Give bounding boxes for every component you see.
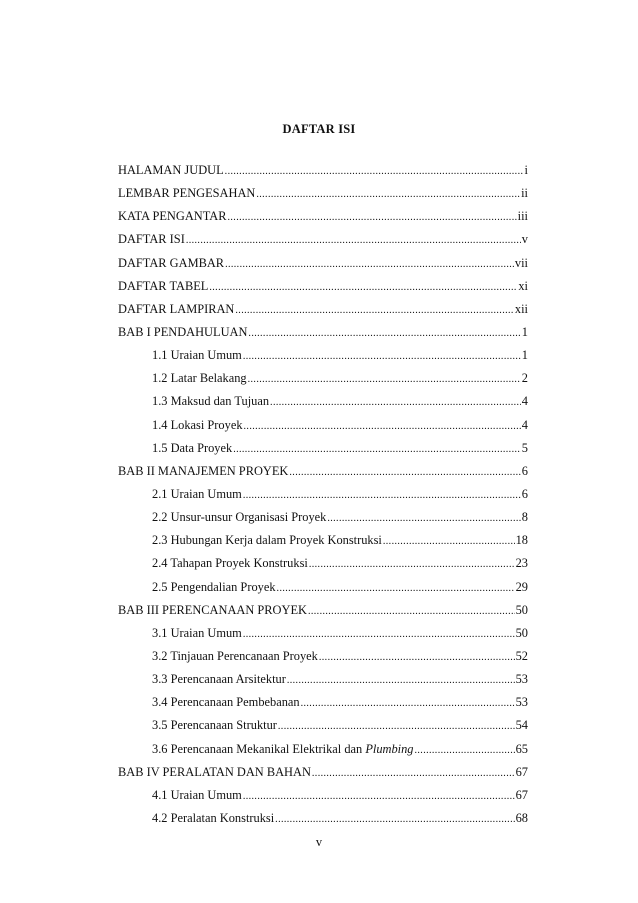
dot-leader	[243, 791, 515, 802]
toc-entry-label	[118, 232, 185, 247]
toc-page-number: 4	[521, 417, 528, 432]
dot-leader	[270, 397, 521, 408]
dot-leader	[327, 513, 520, 524]
toc-entry	[118, 325, 528, 348]
toc-subentry	[118, 348, 528, 371]
dot-leader	[319, 652, 515, 663]
toc-subentry	[118, 418, 528, 441]
dot-leader	[228, 212, 517, 223]
toc-entry-text: HALAMAN JUDUL	[118, 163, 224, 177]
dot-leader	[383, 536, 515, 547]
toc-entry-text: BAB II MANAJEMEN PROYEK	[118, 463, 289, 478]
toc-page-number: vii	[514, 255, 528, 270]
toc-entry-label	[152, 626, 242, 641]
toc-entry-label	[152, 718, 277, 733]
toc-page-number: 2	[521, 371, 528, 386]
toc-subentry	[118, 510, 528, 533]
dot-leader	[256, 189, 520, 200]
toc-entry	[118, 603, 528, 626]
toc-entry-label	[152, 510, 326, 525]
toc-entry-label	[152, 348, 242, 363]
dot-leader	[312, 768, 515, 779]
toc-page-number: 52	[515, 648, 528, 663]
toc-entry-text: BAB IV PERALATAN DAN BAHAN	[118, 764, 311, 779]
toc-entry	[118, 256, 528, 279]
toc-subentry	[118, 718, 528, 741]
toc-entry-text: 1.2 Latar Belakang	[152, 371, 247, 386]
toc-page-number: 8	[521, 510, 528, 525]
toc-entry-label	[152, 580, 276, 595]
toc-entry-label	[118, 209, 227, 224]
toc-page-number: 23	[515, 556, 528, 571]
toc-subentry	[118, 672, 528, 695]
dot-leader	[243, 629, 515, 640]
dot-leader	[278, 721, 515, 732]
toc-entry	[118, 765, 528, 788]
toc-entry-text: LEMBAR PENGESAHAN	[118, 186, 256, 201]
toc-entry-text: 2.2 Unsur-unsur Organisasi Proyek	[152, 510, 327, 525]
toc-entry-label	[118, 603, 307, 618]
dot-leader	[244, 421, 521, 432]
toc-entry-text: 1.1 Uraian Umum	[152, 348, 242, 363]
toc-entry-label	[152, 742, 414, 757]
toc-subentry	[118, 556, 528, 579]
toc-entry-text: 3.1 Uraian Umum	[152, 625, 242, 640]
dot-leader	[301, 698, 515, 709]
toc-entry-label	[152, 811, 274, 826]
toc-entry-text: 3.6 Perencanaan Mekanikal Elektrikal dan	[152, 741, 366, 756]
toc-page-number: 4	[521, 394, 528, 409]
dot-leader	[243, 490, 521, 501]
toc-subentry	[118, 394, 528, 417]
toc-entry	[118, 302, 528, 325]
toc-page-number: 50	[515, 602, 528, 617]
toc-entry-text: 3.5 Perencanaan Struktur	[152, 718, 277, 733]
toc-entry-label	[152, 371, 247, 386]
toc-entry-italic-text: Plumbing	[365, 741, 414, 756]
toc-entry-label	[152, 394, 269, 409]
toc-entry-text: 1.3 Maksud dan Tujuan	[152, 394, 270, 409]
toc-page-number: 18	[515, 533, 528, 548]
toc-page-number: ii	[521, 186, 528, 201]
toc-entry-label	[152, 418, 243, 433]
toc-page-number: 53	[515, 672, 528, 687]
toc-entry-label	[152, 695, 300, 710]
toc-entry-label	[118, 279, 208, 294]
toc-entry-text: 1.5 Data Proyek	[152, 440, 233, 455]
toc-entry-label	[118, 163, 224, 178]
toc-entry-label	[152, 672, 286, 687]
toc-subentry	[118, 441, 528, 464]
toc-entry-text: 4.1 Uraian Umum	[152, 787, 242, 802]
toc-entry-text: 2.4 Tahapan Proyek Konstruksi	[152, 556, 308, 571]
table-of-contents	[118, 163, 528, 834]
toc-page-number: i	[524, 163, 528, 177]
toc-page-number: 67	[515, 787, 528, 802]
dot-leader	[248, 374, 521, 385]
toc-entry-label	[118, 325, 247, 340]
toc-entry	[118, 163, 528, 186]
toc-entry-label	[118, 302, 234, 317]
dot-leader	[235, 305, 514, 316]
dot-leader	[186, 235, 521, 246]
toc-entry-label	[152, 556, 308, 571]
toc-entry-text: 2.1 Uraian Umum	[152, 486, 242, 501]
toc-subentry	[118, 533, 528, 556]
toc-page-number: 68	[515, 810, 528, 825]
dot-leader	[287, 675, 515, 686]
toc-entry-label	[152, 533, 382, 548]
dot-leader	[225, 166, 524, 177]
toc-subentry	[118, 649, 528, 672]
toc-entry-text: DAFTAR TABEL	[118, 278, 209, 293]
toc-page-number: 6	[521, 463, 528, 478]
toc-entry-label	[152, 788, 242, 803]
toc-page-number: 53	[515, 695, 528, 710]
toc-page-number: 65	[515, 741, 528, 756]
dot-leader	[275, 814, 514, 825]
dot-leader	[309, 559, 515, 570]
dot-leader	[248, 328, 520, 339]
toc-entry-label	[118, 464, 288, 479]
toc-page-number: xii	[514, 301, 528, 316]
toc-subentry	[118, 742, 528, 765]
toc-entry-text: 3.2 Tinjauan Perencanaan Proyek	[152, 648, 318, 663]
toc-entry-text: 2.5 Pengendalian Proyek	[152, 579, 276, 594]
toc-subentry	[118, 580, 528, 603]
toc-page-number: 67	[515, 764, 528, 779]
toc-entry-text: 1.4 Lokasi Proyek	[152, 417, 243, 432]
page-title: DAFTAR ISI	[282, 122, 356, 136]
toc-page-number: 1	[521, 348, 528, 363]
toc-entry-label	[118, 765, 311, 780]
toc-page-number: 1	[521, 324, 528, 339]
toc-entry-text: 3.4 Perencanaan Pembebanan	[152, 695, 300, 710]
dot-leader	[243, 351, 521, 362]
toc-page-number: 54	[515, 718, 528, 733]
toc-subentry	[118, 626, 528, 649]
dot-leader	[209, 282, 517, 293]
dot-leader	[308, 606, 515, 617]
toc-entry-label	[118, 186, 255, 201]
toc-entry-text: KATA PENGANTAR	[118, 209, 227, 224]
toc-page-number: 5	[521, 440, 528, 455]
toc-entry-text: 2.3 Hubungan Kerja dalam Proyek Konstruksi	[152, 533, 382, 548]
toc-page-number: 50	[515, 625, 528, 640]
toc-entry-text: DAFTAR LAMPIRAN	[118, 301, 235, 316]
toc-page-number: 6	[521, 486, 528, 501]
toc-entry-text: DAFTAR GAMBAR	[118, 255, 225, 270]
dot-leader	[415, 745, 515, 756]
toc-entry-text: BAB III PERENCANAAN PROYEK	[118, 602, 307, 617]
dot-leader	[289, 467, 520, 478]
dot-leader	[277, 583, 515, 594]
toc-entry-text: 3.3 Perencanaan Arsitektur	[152, 672, 286, 687]
toc-entry-label	[152, 441, 232, 456]
toc-page-number: xi	[518, 278, 528, 293]
toc-entry	[118, 209, 528, 232]
page-number-footer: v	[315, 835, 323, 849]
toc-subentry	[118, 371, 528, 394]
toc-entry-text: 4.2 Peralatan Konstruksi	[152, 810, 275, 825]
toc-subentry	[118, 487, 528, 510]
toc-entry	[118, 186, 528, 209]
toc-entry	[118, 232, 528, 255]
toc-entry-label	[118, 256, 224, 271]
toc-subentry	[118, 788, 528, 811]
toc-subentry	[118, 811, 528, 834]
toc-entry	[118, 464, 528, 487]
toc-page-number: 29	[515, 579, 528, 594]
toc-entry-label	[152, 649, 318, 664]
dot-leader	[233, 444, 521, 455]
toc-subentry	[118, 695, 528, 718]
toc-page-number: v	[521, 232, 528, 247]
dot-leader	[225, 259, 514, 270]
toc-entry	[118, 279, 528, 302]
toc-entry-text: BAB I PENDAHULUAN	[118, 324, 248, 339]
toc-page-number: iii	[517, 209, 528, 224]
toc-entry-label	[152, 487, 242, 502]
toc-entry-text: DAFTAR ISI	[118, 232, 185, 247]
